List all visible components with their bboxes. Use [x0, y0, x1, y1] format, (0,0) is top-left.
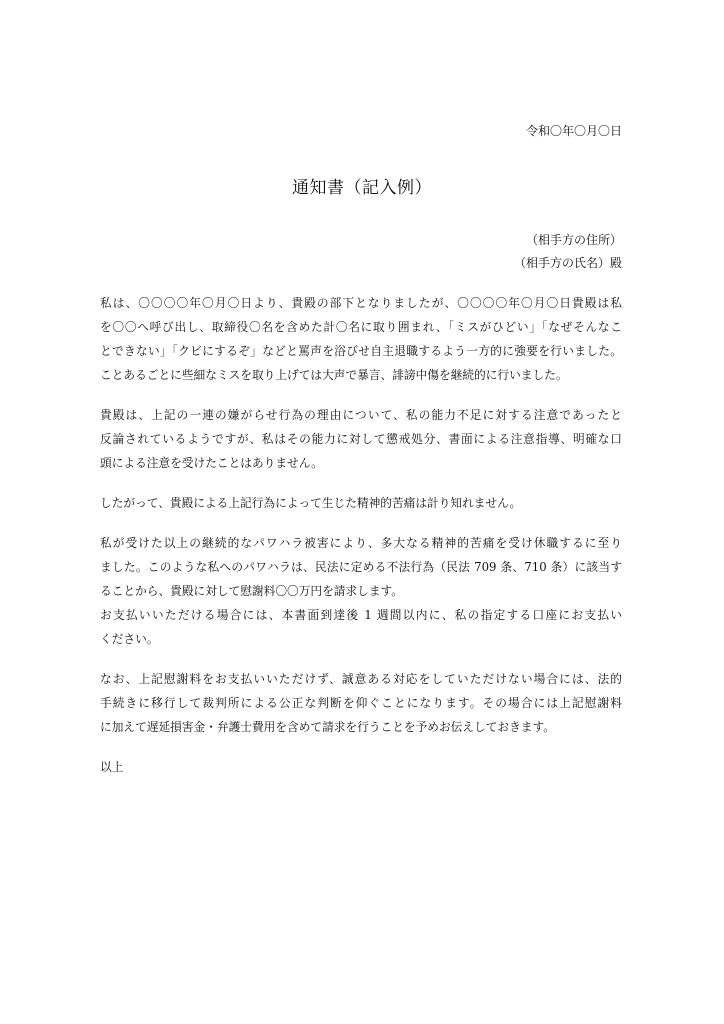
- paragraph-distress: [100, 491, 622, 515]
- body-line: 貴殿は、上記の一連の嫌がらせ行為の理由について、私の能力不足に対する注意であったと: [100, 408, 622, 422]
- paragraph-claim: [100, 531, 622, 651]
- paragraph-incident: [100, 291, 622, 387]
- body-line: 私は、〇〇〇〇年〇月〇日より、貴殿の部下となりましたが、〇〇〇〇年〇月〇日貴殿は私: [100, 296, 622, 310]
- body-line: お支払いいただける場合には、本書面到達後 1 週間以内に、私の指定する口座にお支払い: [100, 608, 622, 622]
- body-line: を〇〇へ呼び出し、取締役〇名を含めた計〇名に取り囲まれ、「ミスがひどい」「なぜそんなこ: [100, 320, 622, 334]
- document-closing: 以上: [100, 760, 124, 774]
- recipient-block: [514, 229, 622, 275]
- recipient-name: （相手方の氏名）殿: [513, 256, 622, 270]
- body-line: 頭による注意を受けたことはありません。: [100, 456, 323, 470]
- body-line: ました。このような私へのパワハラは、民法に定める不法行為（民法 709 条、710 条）に該当す: [100, 560, 622, 574]
- document-title: 通知書（記入例）: [292, 178, 432, 198]
- body-line: に加えて遅延損害金・弁護士費用を含めて請求を行うことを予めお伝えしておきます。: [100, 720, 555, 734]
- document-body: [100, 291, 622, 779]
- body-line: したがって、貴殿による上記行為によって生じた精神的苦痛は計り知れません。: [100, 496, 522, 510]
- body-line: 反論されているようですが、私はその能力に対して懲戒処分、書面による注意指導、明確な口: [100, 432, 622, 446]
- paragraph-legal-action: [100, 667, 622, 739]
- document-date: 令和〇年〇月〇日: [525, 124, 622, 138]
- body-line: 手続きに移行して裁判所による公正な判断を仰ぐことになります。その場合には上記慰謝料: [100, 696, 622, 710]
- body-line: 私が受けた以上の継続的なパワハラ被害により、多大なる精神的苦痛を受け休職するに至り: [100, 536, 622, 550]
- body-line: とできない」「クビにするぞ」などと罵声を浴びせ自主退職するよう一方的に強要を行いました。: [100, 344, 622, 358]
- body-line: ることから、貴殿に対して慰謝料〇〇万円を請求します。: [100, 584, 403, 598]
- body-line: ください。: [100, 632, 159, 646]
- recipient-address: （相手方の住所）: [525, 233, 622, 247]
- body-line: ことあるごとに些細なミスを取り上げては大声で暴言、誹謗中傷を継続的に行いました。: [100, 368, 568, 382]
- body-line: なお、上記慰謝料をお支払いいただけず、誠意ある対応をしていただけない場合には、法的: [100, 672, 622, 686]
- paragraph-rebuttal: [100, 403, 622, 475]
